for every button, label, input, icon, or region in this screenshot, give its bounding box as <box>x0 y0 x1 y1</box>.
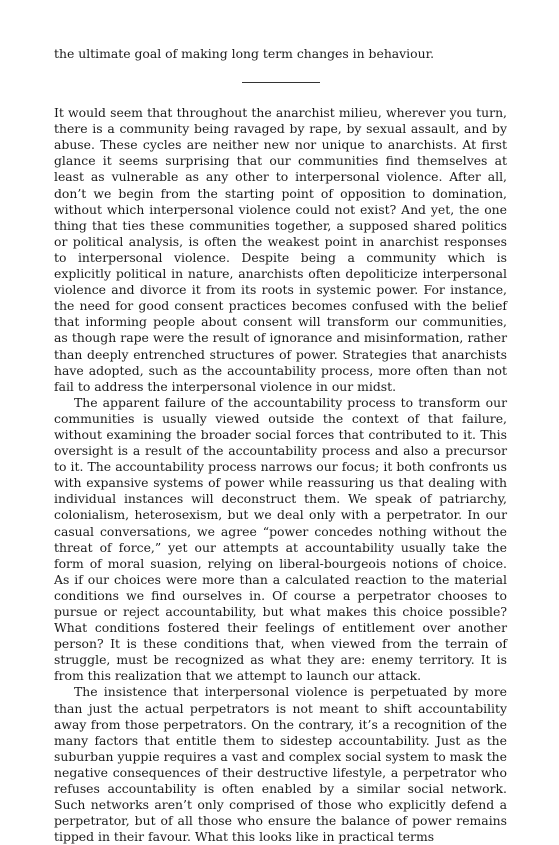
document-page <box>54 46 507 845</box>
paragraph-2: The apparent failure of the accountability process to transform our communities is usually viewed outside the context of that failure, without examining the broader social forces that contributed to it. This oversight is a result of the accountability process and also a precursor to it. The accountability process narrows our focus; it both confronts us with expansive systems of power while reassuring us that dealing with individual instances will deconstruct them. We speak of patriarchy, colonialism, heterosexism, but we deal only with a perpetrator. In our casual conversations, we agree “power concedes nothing without the threat of force,” yet our attempts at accountability usually take the form of moral suasion, relying on liberal-bourgeois notions of choice. As if our choices were more than a calculated reaction to the material conditions we find ourselves in. Of course a perpetrator chooses to pursue or reject accountability, but what makes this choice possible? What conditions fostered their feelings of entitlement over another person? It is these conditions that, when viewed from the terrain of struggle, must be recognized as what they are: enemy territory. It is from this realization that we attempt to launch our attack. <box>54 394 507 684</box>
paragraph-1: It would seem that throughout the anarchist milieu, wherever you turn, there is a community being ravaged by rape, by sexual assault, and by abuse. These cycles are neither new nor unique to anarchists. At first glance it seems surprising that our communities find themselves at least as vulnerable as any other to interpersonal violence. After all, don’t we begin from the starting point of opposition to domination, without which interpersonal violence could not exist? And yet, the one thing that ties these communities together, a supposed shared politics or political analysis, is often the weakest point in anarchist responses to interpersonal violence. Despite being a community which is explicitly political in nature, anarchists often depoliticize interpersonal violence and divorce it from its roots in systemic power. For instance, the need for good consent practices becomes confused with the belief that informing people about consent will transform our communities, as though rape were the result of ignorance and misinformation, rather than deeply entrenched structures of power. Strategies that anarchists have adopted, such as the accountability process, more often than not fail to address the interpersonal violence in our midst. <box>54 105 507 394</box>
section-divider <box>242 82 320 83</box>
paragraph-3: The insistence that interpersonal violence is perpetuated by more than just the actual perpetrators is not meant to shift accountability away from those perpetrators. On the contrary, it’s a recognition of the many factors that entitle them to sidestep accountability. Just as the suburban yuppie requires a vast and complex social system to mask the negative consequences of their destructive lifestyle, a perpetrator who refuses accountability is often enabled by a similar social network. Such networks aren’t only comprised of those who explicitly defend a perpetrator, but of all those who ensure the balance of power remains tipped in their favour. What this looks like in practical terms <box>54 684 507 845</box>
continuation-line: the ultimate goal of making long term changes in behaviour. <box>54 46 435 61</box>
